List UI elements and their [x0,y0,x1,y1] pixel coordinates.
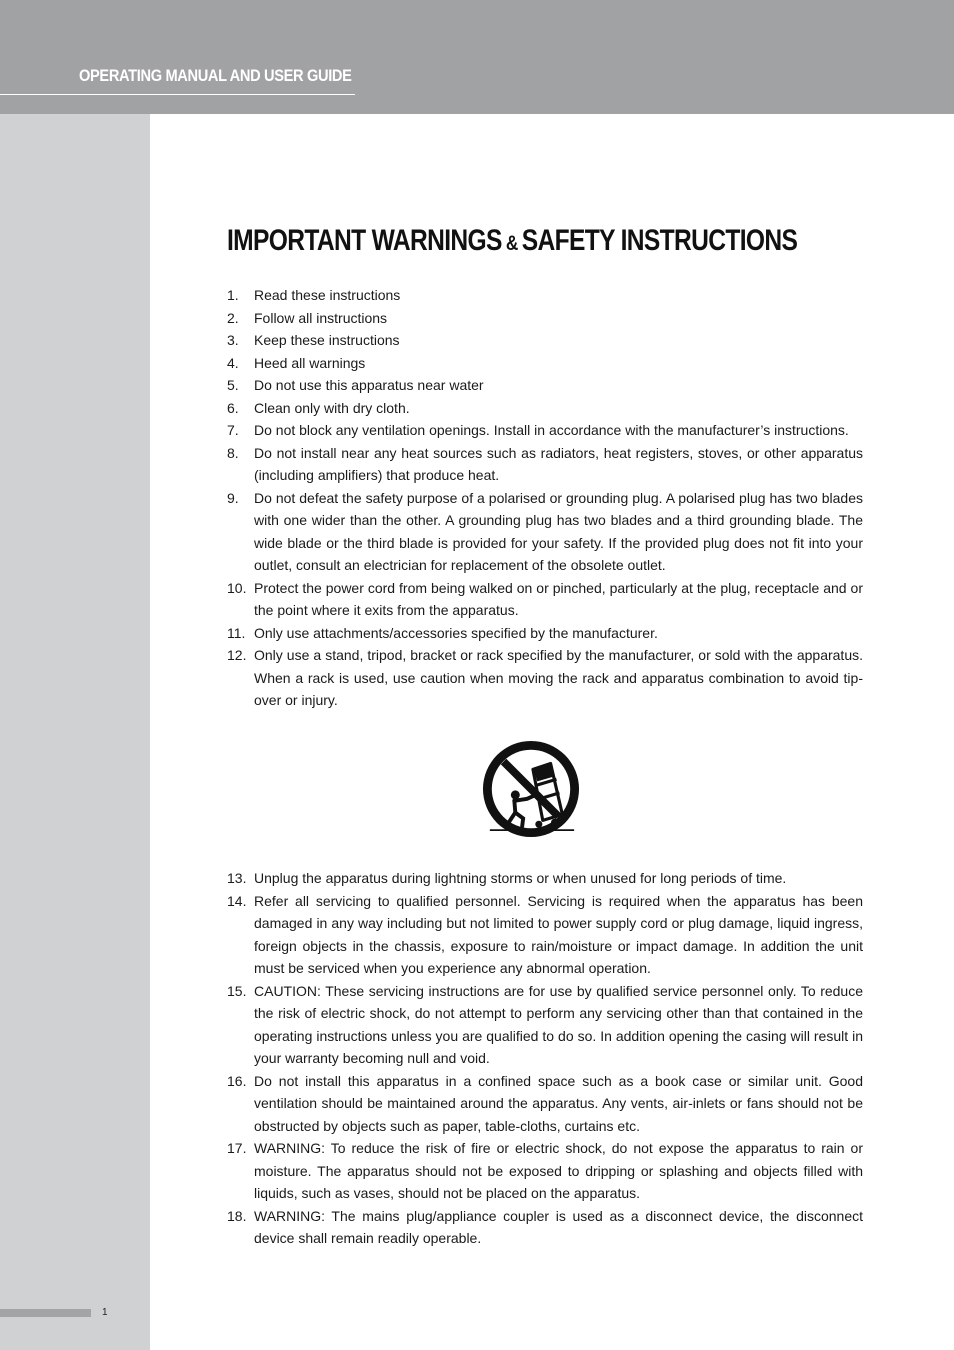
instruction-list-part-2 [227,867,863,1250]
item-number: 1. [227,287,239,303]
item-text: Follow all instructions [254,309,388,326]
item-number: 11. [227,624,246,641]
item-text: Only use attachments/accessories specified by the manufacturer. [254,624,658,641]
item-number: 15. [227,982,247,999]
header-band [0,0,954,114]
item-number: 7. [227,422,239,438]
item-text: Do not use this apparatus near water [254,377,484,393]
page-title-ampersand: & [501,232,522,255]
item-number: 6. [227,399,239,416]
page-title-main: IMPORTANT WARNINGS [227,224,502,257]
list-item [227,374,863,397]
list-item [227,419,863,442]
item-text: Unplug the apparatus during lightning storms or when unused for long periods of time. [254,870,787,886]
page-title-end: SAFETY INSTRUCTIONS [521,224,798,257]
item-text: Refer all servicing to qualified personnel. Servicing is required when the apparatus has been damaged in any way including but not limited to power supply cord or plug damage, liquid ingress, foreign objects in the chassis, exposure to rain/moisture or impact damage. In addition the unit must be serviced when you experience any abnormal operation. [254,892,863,976]
page-title [227,224,797,258]
header-divider [0,94,355,95]
page-number-bar [0,1309,91,1317]
list-item [227,890,863,980]
item-number: 4. [227,354,239,371]
item-text: Do not defeat the safety purpose of a polarised or grounding plug. A polarised plug has two blades with one wider than the other. A grounding plug has two blades and a third grounding blade. The wide blade or the third blade is provided for your safety. If the provided plug does not fit into your outlet, consult an electrician for replacement of the obsolete outlet. [254,489,863,573]
list-item [227,644,863,712]
list-item [227,1137,863,1205]
page-number: 1 [102,1307,108,1318]
item-text: WARNING: The mains plug/appliance coupler is used as a disconnect device, the disconnect device shall remain readily operable. [254,1207,863,1246]
list-item [227,867,863,890]
item-text: WARNING: To reduce the risk of fire or electric shock, do not expose the apparatus to rain or moisture. The apparatus should not be exposed to dripping or splashing and objects filled with liquids, such as vases, should not be placed on the apparatus. [254,1140,863,1201]
item-number: 9. [227,489,239,506]
list-item [227,980,863,1070]
list-item [227,329,863,352]
item-text: Protect the power cord from being walked on or pinched, particularly at the plug, receptacle and or the point where it exits from the apparatus. [254,579,863,618]
item-number: 18. [227,1207,247,1224]
list-item [227,622,863,645]
item-number: 14. [227,892,247,909]
item-text: Only use a stand, tripod, bracket or rack specified by the manufacturer, or sold with the apparatus. When a rack is used, use caution when moving the rack and apparatus combination to avoid tip-over or injury. [254,647,863,708]
list-item [227,352,863,375]
item-text: Do not install near any heat sources such as radiators, heat registers, stoves, or other apparatus (including amplifiers) that produce heat. [254,444,863,483]
list-item [227,487,863,577]
item-text: Do not install this apparatus in a confined space such as a book case or similar unit. Good ventilation should be maintained around the apparatus. Any vents, air-inlets or fans should not be obstructed by objects such as paper, table-cloths, curtains etc. [254,1072,863,1134]
header-title: OPERATING MANUAL AND USER GUIDE [79,66,352,85]
item-number: 10. [227,579,247,596]
instruction-list-part-1 [227,284,863,712]
list-item [227,307,863,330]
item-text: Keep these instructions [254,332,400,348]
item-number: 12. [227,647,247,663]
cart-tip-over-warning-icon [482,740,580,838]
list-item [227,1205,863,1250]
item-text: Clean only with dry cloth. [254,399,410,416]
item-number: 8. [227,444,239,461]
item-text: Heed all warnings [254,354,366,371]
item-text: Do not block any ventilation openings. Install in accordance with the manufacturer’s instructions. [254,422,849,438]
list-item [227,284,863,307]
list-item [227,397,863,420]
list-item [227,1070,863,1138]
item-number: 3. [227,332,239,348]
item-number: 2. [227,309,239,326]
list-item [227,577,863,622]
list-item [227,442,863,487]
item-number: 13. [227,870,247,886]
side-margin-band [0,114,150,1350]
item-number: 5. [227,377,239,393]
item-text: Read these instructions [254,287,401,303]
item-text: CAUTION: These servicing instructions are for use by qualified service personnel only. To reduce the risk of electric shock, do not attempt to perform any servicing other than that contained in the operating instructions unless you are qualified to do so. In addition opening the casing will result in your warranty becoming null and void. [254,982,863,1066]
item-number: 16. [227,1072,247,1089]
item-number: 17. [227,1140,247,1156]
